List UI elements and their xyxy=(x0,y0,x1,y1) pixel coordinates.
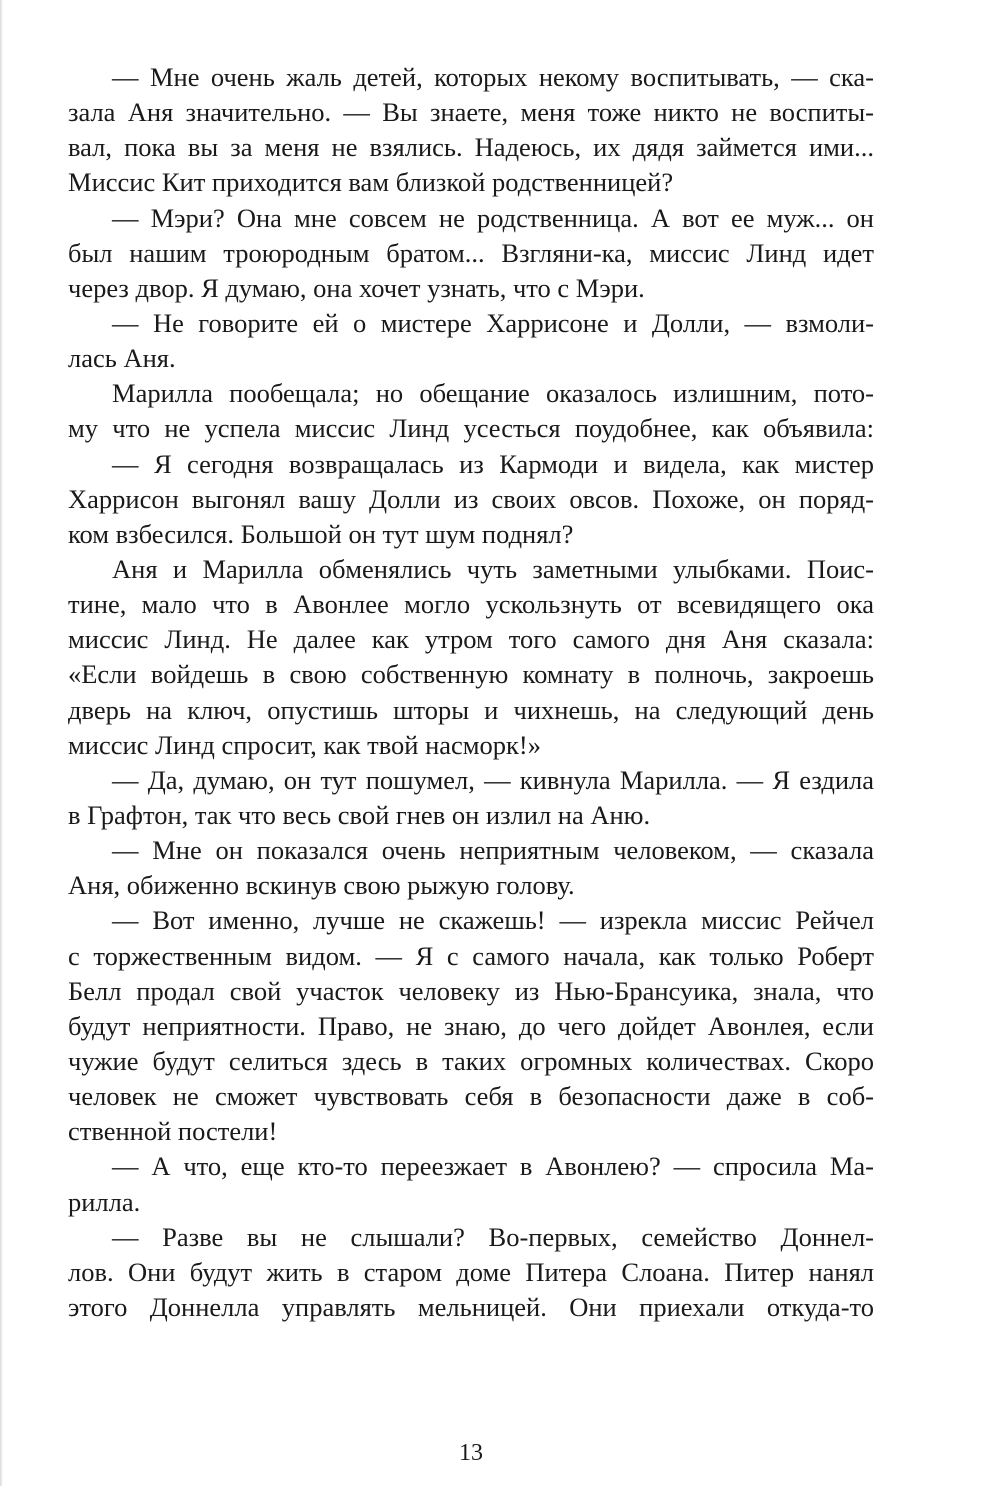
text-line: Белл продал свой участок человеку из Нью-Брансуика, знала, что xyxy=(68,975,874,1006)
text-line: был нашим троюродным братом... Взгляни-ка, миссис Линд идет xyxy=(68,237,874,268)
page-scan-edge xyxy=(0,0,3,1486)
text-line: Аня, обиженно вскинув свою рыжую голову. xyxy=(68,870,575,901)
text-line: лов. Они будут жить в старом доме Питера Слоана. Питер нанял xyxy=(68,1256,874,1287)
text-line: ком взбесился. Большой он тут шум поднял? xyxy=(68,518,574,549)
text-line: му что не успела миссис Линд усесться поудобнее, как объявила: xyxy=(68,413,874,444)
text-line: — А что, еще кто-то переезжает в Авонлею? — спросила Ма- xyxy=(112,1151,874,1182)
text-line: лась Аня. xyxy=(68,343,176,374)
text-line: Марилла пообещала; но обещание оказалось излишним, пото- xyxy=(112,378,874,409)
text-line: — Вот именно, лучше не скажешь! — изрекла миссис Рейчел xyxy=(112,905,874,936)
text-line: — Да, думаю, он тут пошумел, — кивнула Марилла. — Я ездила xyxy=(112,764,874,795)
text-line: миссис Линд. Не далее как утром того самого дня Аня сказала: xyxy=(68,624,874,655)
text-line: Харрисон выгонял вашу Долли из своих овсов. Похоже, он поряд- xyxy=(68,483,874,514)
text-line: дверь на ключ, опустишь шторы и чихнешь, на следующий день xyxy=(68,694,874,725)
text-line: рилла. xyxy=(68,1186,141,1217)
text-line: чужие будут селиться здесь в таких огромных количествах. Скоро xyxy=(68,1045,874,1076)
text-line: зала Аня значительно. — Вы знаете, меня тоже никто не воспиты- xyxy=(68,97,874,128)
text-line: — Я сегодня возвращалась из Кармоди и видела, как мистер xyxy=(112,448,874,479)
text-line: в Графтон, так что весь свой гнев он излил на Аню. xyxy=(68,799,651,830)
text-line: с торжественным видом. — Я с самого начала, как только Роберт xyxy=(68,940,874,971)
text-line: через двор. Я думаю, она хочет узнать, что с Мэри. xyxy=(68,272,645,303)
text-line: — Разве вы не слышали? Во-первых, семейство Доннел- xyxy=(112,1221,874,1252)
text-line: Аня и Марилла обменялись чуть заметными улыбками. Поис- xyxy=(112,553,874,584)
text-line: будут неприятности. Право, не знаю, до чего дойдет Авонлея, если xyxy=(68,1010,874,1041)
text-line: — Мне очень жаль детей, которых некому воспитывать, — ска- xyxy=(112,62,874,92)
text-line: Миссис Кит приходится вам близкой родственницей? xyxy=(68,167,674,198)
text-line: — Мне он показался очень неприятным человеком, — сказала xyxy=(112,835,874,866)
text-line: — Не говорите ей о мистере Харрисоне и Долли, — взмоли- xyxy=(112,307,874,338)
text-line: тине, мало что в Авонлее могло ускользнуть от всевидящего ока xyxy=(68,589,874,620)
text-line: «Если войдешь в свою собственную комнату в полночь, закроешь xyxy=(68,659,874,690)
text-line: ственной постели! xyxy=(68,1116,278,1147)
text-line: вал, пока вы за меня не взялись. Надеюсь, их дядя займется ими... xyxy=(68,132,874,163)
text-line: этого Доннелла управлять мельницей. Они приехали откуда-то xyxy=(68,1291,874,1322)
body-text xyxy=(68,60,874,1325)
text-line: миссис Линд спросит, как твой насморк!» xyxy=(68,729,542,760)
text-line: — Мэри? Она мне совсем не родственница. А вот ее муж... он xyxy=(112,202,874,233)
page-number: 13 xyxy=(459,1440,483,1466)
text-line: человек не сможет чувствовать себя в безопасности даже в соб- xyxy=(68,1081,874,1112)
